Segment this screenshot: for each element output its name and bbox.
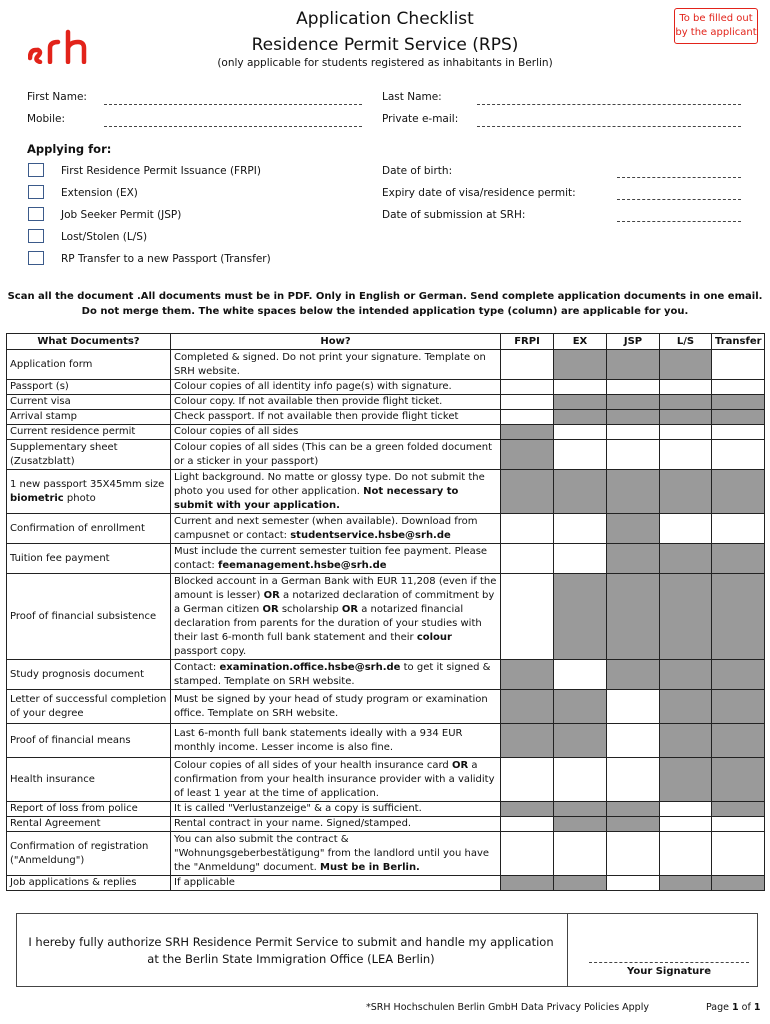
transfer-not-applicable-cell	[712, 395, 765, 410]
ls-applicable-cell[interactable]	[660, 380, 712, 395]
page-current: 1	[732, 1002, 739, 1013]
ls-not-applicable-cell	[660, 470, 712, 514]
signature-field[interactable]	[589, 962, 749, 963]
ex-not-applicable-cell	[554, 410, 607, 425]
table-row	[7, 832, 765, 876]
document-cell	[7, 544, 171, 574]
how-text-part: Must be in Berlin.	[320, 861, 420, 873]
ls-checkbox[interactable]	[28, 229, 44, 243]
document-name: Application form	[10, 358, 93, 370]
jsp-applicable-cell[interactable]	[607, 876, 660, 891]
ex-not-applicable-cell	[554, 470, 607, 514]
how-cell	[171, 724, 501, 758]
how-text-part: OR	[451, 759, 469, 771]
table-row	[7, 817, 765, 832]
how-text-part: scholarship	[278, 603, 342, 615]
frpi-not-applicable-cell	[501, 660, 554, 690]
jsp-applicable-cell[interactable]	[607, 440, 660, 470]
jsp-not-applicable-cell	[607, 395, 660, 410]
col-header-frpi: FRPI	[501, 334, 554, 350]
transfer-not-applicable-cell	[712, 410, 765, 425]
table-row	[7, 425, 765, 440]
how-text-part: colour	[416, 631, 452, 643]
jsp-not-applicable-cell	[607, 574, 660, 660]
frpi-checkbox[interactable]	[28, 163, 44, 177]
how-text: If applicable	[174, 877, 235, 888]
ls-not-applicable-cell	[660, 410, 712, 425]
jsp-not-applicable-cell	[607, 410, 660, 425]
first-name-label: First Name:	[27, 91, 87, 103]
table-row	[7, 380, 765, 395]
table-row	[7, 440, 765, 470]
frpi-applicable-cell[interactable]	[501, 410, 554, 425]
transfer-applicable-cell[interactable]	[712, 440, 765, 470]
authorization-box	[16, 913, 758, 987]
transfer-label: RP Transfer to a new Passport (Transfer)	[61, 253, 271, 265]
jsp-applicable-cell[interactable]	[607, 724, 660, 758]
frpi-applicable-cell[interactable]	[501, 544, 554, 574]
ex-applicable-cell[interactable]	[554, 832, 607, 876]
ex-applicable-cell[interactable]	[554, 660, 607, 690]
document-name: Current visa	[10, 396, 71, 407]
jsp-applicable-cell[interactable]	[607, 690, 660, 724]
jsp-not-applicable-cell	[607, 470, 660, 514]
document-cell	[7, 876, 171, 891]
ex-applicable-cell[interactable]	[554, 758, 607, 802]
table-header-row	[7, 334, 765, 350]
frpi-not-applicable-cell	[501, 690, 554, 724]
ls-applicable-cell[interactable]	[660, 514, 712, 544]
transfer-applicable-cell[interactable]	[712, 350, 765, 380]
ex-label: Extension (EX)	[61, 187, 138, 199]
ex-not-applicable-cell	[554, 802, 607, 817]
applying-for-heading: Applying for:	[27, 142, 112, 156]
dob-label: Date of birth:	[382, 165, 453, 177]
authorization-line-1: I hereby fully authorize SRH Residence Permit Service to submit and handle my application	[28, 935, 554, 949]
frpi-applicable-cell[interactable]	[501, 574, 554, 660]
transfer-not-applicable-cell	[712, 876, 765, 891]
frpi-not-applicable-cell	[501, 470, 554, 514]
document-cell	[7, 380, 171, 395]
transfer-not-applicable-cell	[712, 802, 765, 817]
ls-applicable-cell[interactable]	[660, 832, 712, 876]
document-cell	[7, 514, 171, 544]
submission-date-field[interactable]	[617, 221, 741, 222]
visa-expiry-label: Expiry date of visa/residence permit:	[382, 187, 576, 199]
document-name: Letter of successful completion of your degree	[10, 693, 167, 719]
jsp-not-applicable-cell	[607, 350, 660, 380]
ls-applicable-cell[interactable]	[660, 425, 712, 440]
how-text: Colour copy. If not available then provide flight ticket.	[174, 396, 443, 407]
document-cell	[7, 690, 171, 724]
frpi-applicable-cell[interactable]	[501, 817, 554, 832]
ls-not-applicable-cell	[660, 724, 712, 758]
applicant-fill-box	[674, 8, 758, 44]
page-title: Application Checklist	[296, 9, 474, 29]
jsp-not-applicable-cell	[607, 802, 660, 817]
ls-applicable-cell[interactable]	[660, 817, 712, 832]
table-row	[7, 724, 765, 758]
instructions-line-2: Do not merge them. The white spaces below the intended application type (column) are applicable for you.	[81, 306, 689, 317]
how-text-part: a notarized financial declaration from parents for the duration of your studies with their last 6-month full bank statement and their	[174, 603, 482, 643]
how-cell	[171, 876, 501, 891]
how-text: Last 6-month full bank statements ideally with a 934 EUR monthly income. Lesser income is also fine.	[174, 727, 463, 753]
authorization-text	[17, 934, 565, 968]
col-header-ex: EX	[554, 334, 607, 350]
document-cell	[7, 817, 171, 832]
how-text-part: Light background. No matte or glossy type. Do not submit the photo you used for other application.	[174, 471, 485, 497]
table-row	[7, 350, 765, 380]
document-name: Health insurance	[10, 773, 95, 785]
ls-not-applicable-cell	[660, 544, 712, 574]
frpi-applicable-cell[interactable]	[501, 380, 554, 395]
document-name-part: photo	[63, 492, 96, 504]
col-header-how: How?	[171, 334, 501, 350]
ex-applicable-cell[interactable]	[554, 425, 607, 440]
frpi-applicable-cell[interactable]	[501, 514, 554, 544]
how-cell	[171, 832, 501, 876]
page-mid: of	[738, 1002, 754, 1013]
page-total: 1	[753, 1002, 761, 1013]
document-cell	[7, 425, 171, 440]
document-name: Arrival stamp	[10, 411, 78, 422]
transfer-checkbox[interactable]	[28, 251, 44, 265]
table-row	[7, 876, 765, 891]
ls-not-applicable-cell	[660, 574, 712, 660]
how-cell	[171, 410, 501, 425]
how-text-part: feemanagement.hsbe@srh.de	[217, 559, 387, 571]
how-cell	[171, 758, 501, 802]
mobile-field[interactable]	[104, 126, 362, 127]
how-text-part: OR	[341, 603, 359, 615]
how-cell	[171, 690, 501, 724]
how-text: Colour copies of all sides (This can be a green folded document or a sticker in your passport)	[174, 441, 493, 467]
jsp-checkbox[interactable]	[28, 207, 44, 221]
how-text-part: to get it signed & stamped. Template on SRH website.	[174, 661, 491, 687]
ls-label: Lost/Stolen (L/S)	[61, 231, 148, 243]
ls-not-applicable-cell	[660, 660, 712, 690]
last-name-label: Last Name:	[382, 91, 442, 103]
frpi-not-applicable-cell	[501, 724, 554, 758]
how-cell	[171, 395, 501, 410]
transfer-applicable-cell[interactable]	[712, 817, 765, 832]
box-line-2: by the applicant	[675, 27, 757, 38]
table-row	[7, 514, 765, 544]
ex-not-applicable-cell	[554, 876, 607, 891]
jsp-not-applicable-cell	[607, 544, 660, 574]
document-name-part: biometric	[10, 492, 64, 504]
authorization-line-2: at the Berlin State Immigration Office (LEA Berlin)	[147, 952, 435, 966]
transfer-not-applicable-cell	[712, 544, 765, 574]
transfer-applicable-cell[interactable]	[712, 380, 765, 395]
document-cell	[7, 395, 171, 410]
ex-not-applicable-cell	[554, 574, 607, 660]
frpi-applicable-cell[interactable]	[501, 832, 554, 876]
ls-not-applicable-cell	[660, 876, 712, 891]
transfer-applicable-cell[interactable]	[712, 514, 765, 544]
document-name: Job applications & replies	[10, 877, 137, 888]
jsp-label: Job Seeker Permit (JSP)	[61, 209, 182, 221]
transfer-not-applicable-cell	[712, 758, 765, 802]
document-cell	[7, 724, 171, 758]
document-name: Supplementary sheet (Zusatzblatt)	[10, 441, 118, 467]
ls-not-applicable-cell	[660, 690, 712, 724]
page-pre: Page	[706, 1002, 733, 1013]
how-text-part: Current and next semester (when available). Download from campusnet or contact:	[174, 515, 478, 541]
frpi-not-applicable-cell	[501, 876, 554, 891]
how-cell	[171, 380, 501, 395]
ex-not-applicable-cell	[554, 724, 607, 758]
box-divider	[567, 914, 568, 986]
document-cell	[7, 440, 171, 470]
table-row	[7, 660, 765, 690]
how-text-part: Not necessary to submit with your application.	[174, 485, 459, 511]
transfer-applicable-cell[interactable]	[712, 832, 765, 876]
how-text: It is called "Verlustanzeige" & a copy is sufficient.	[174, 803, 422, 814]
how-cell	[171, 817, 501, 832]
document-cell	[7, 660, 171, 690]
ls-applicable-cell[interactable]	[660, 802, 712, 817]
how-cell	[171, 440, 501, 470]
table-row	[7, 574, 765, 660]
transfer-applicable-cell[interactable]	[712, 425, 765, 440]
table-row	[7, 544, 765, 574]
box-line-1: To be filled out	[679, 13, 753, 24]
jsp-applicable-cell[interactable]	[607, 758, 660, 802]
document-cell	[7, 470, 171, 514]
ex-applicable-cell[interactable]	[554, 440, 607, 470]
table-row	[7, 690, 765, 724]
document-cell	[7, 802, 171, 817]
transfer-not-applicable-cell	[712, 660, 765, 690]
how-cell	[171, 544, 501, 574]
last-name-field[interactable]	[477, 104, 741, 105]
table-row	[7, 410, 765, 425]
document-name: Report of loss from police	[10, 803, 138, 814]
how-text: Must be signed by your head of study program or examination office. Template on SRH website.	[174, 693, 488, 719]
ex-applicable-cell[interactable]	[554, 544, 607, 574]
ex-not-applicable-cell	[554, 395, 607, 410]
checklist-table	[6, 333, 765, 891]
jsp-applicable-cell[interactable]	[607, 425, 660, 440]
how-text-part: You can also submit the contract & "Wohnungsgeberbestätigung" from the landlord until you have the "Anmeldung" document.	[174, 833, 490, 873]
visa-expiry-field[interactable]	[617, 199, 741, 200]
document-cell	[7, 574, 171, 660]
ls-not-applicable-cell	[660, 395, 712, 410]
document-name: Rental Agreement	[10, 818, 101, 829]
how-text-part: examination.office.hsbe@srh.de	[219, 661, 401, 673]
transfer-not-applicable-cell	[712, 470, 765, 514]
table-row	[7, 802, 765, 817]
how-text-part: studentservice.hsbe@srh.de	[290, 529, 451, 541]
ex-checkbox[interactable]	[28, 185, 44, 199]
frpi-applicable-cell[interactable]	[501, 758, 554, 802]
privacy-note: *SRH Hochschulen Berlin GmbH Data Privacy Policies Apply	[366, 1002, 649, 1013]
document-name-part: 1 new passport 35X45mm size	[10, 478, 165, 490]
first-name-field[interactable]	[104, 104, 362, 105]
col-header-documents: What Documents?	[7, 334, 171, 350]
jsp-not-applicable-cell	[607, 817, 660, 832]
document-cell	[7, 410, 171, 425]
how-text: Check passport. If not available then provide flight ticket	[174, 411, 459, 422]
how-cell	[171, 514, 501, 544]
transfer-not-applicable-cell	[712, 574, 765, 660]
document-name: Confirmation of enrollment	[10, 522, 145, 534]
transfer-not-applicable-cell	[712, 690, 765, 724]
ls-not-applicable-cell	[660, 758, 712, 802]
frpi-not-applicable-cell	[501, 425, 554, 440]
table-row	[7, 758, 765, 802]
applicability-note: (only applicable for students registered as inhabitants in Berlin)	[217, 57, 553, 69]
how-text: Rental contract in your name. Signed/stamped.	[174, 818, 412, 829]
document-name: Proof of financial subsistence	[10, 610, 157, 622]
ls-not-applicable-cell	[660, 350, 712, 380]
how-cell	[171, 425, 501, 440]
mobile-label: Mobile:	[27, 113, 65, 125]
frpi-label: First Residence Permit Issuance (FRPI)	[61, 165, 261, 177]
table-row	[7, 470, 765, 514]
frpi-not-applicable-cell	[501, 802, 554, 817]
how-text-part: OR	[263, 589, 280, 601]
document-name: Confirmation of registration ("Anmeldung")	[10, 840, 149, 866]
jsp-not-applicable-cell	[607, 660, 660, 690]
how-text-part: Must include the current semester tuition fee payment. Please contact:	[174, 545, 488, 571]
how-text: Colour copies of all sides	[174, 426, 299, 437]
frpi-not-applicable-cell	[501, 440, 554, 470]
ex-applicable-cell[interactable]	[554, 380, 607, 395]
col-header-ls: L/S	[660, 334, 712, 350]
page-number	[706, 1002, 760, 1013]
ex-not-applicable-cell	[554, 690, 607, 724]
jsp-applicable-cell[interactable]	[607, 832, 660, 876]
col-header-jsp: JSP	[607, 334, 660, 350]
how-text-part: Blocked account in a German Bank with EUR 11,208 (even if the amount is lesser)	[174, 575, 497, 601]
email-field[interactable]	[477, 126, 741, 127]
document-cell	[7, 350, 171, 380]
ex-applicable-cell[interactable]	[554, 514, 607, 544]
signature-label: Your Signature	[627, 966, 711, 977]
how-cell	[171, 470, 501, 514]
jsp-not-applicable-cell	[607, 514, 660, 544]
document-name: Tuition fee payment	[10, 552, 110, 564]
how-text-part: Colour copies of all sides of your health insurance card	[174, 759, 452, 771]
table-row	[7, 395, 765, 410]
page-subtitle: Residence Permit Service (RPS)	[251, 35, 519, 55]
document-name: Proof of financial means	[10, 734, 131, 746]
document-name: Current residence permit	[10, 426, 136, 437]
instructions-line-1: Scan all the document .All documents must be in PDF. Only in English or German. Send complete application documents in one email.	[7, 291, 763, 302]
how-cell	[171, 802, 501, 817]
col-header-transfer: Transfer	[712, 334, 765, 350]
document-cell	[7, 758, 171, 802]
jsp-applicable-cell[interactable]	[607, 380, 660, 395]
ex-not-applicable-cell	[554, 817, 607, 832]
frpi-applicable-cell[interactable]	[501, 395, 554, 410]
how-cell	[171, 350, 501, 380]
how-cell	[171, 660, 501, 690]
how-text: Completed & signed. Do not print your signature. Template on SRH website.	[174, 351, 486, 377]
ls-applicable-cell[interactable]	[660, 440, 712, 470]
how-text-part: a confirmation from your health insurance provider with a validity of least 1 year at the time of application.	[174, 759, 495, 799]
how-text-part: OR	[262, 603, 279, 615]
email-label: Private e-mail:	[382, 113, 459, 125]
document-cell	[7, 832, 171, 876]
document-name: Passport (s)	[10, 381, 69, 392]
how-cell	[171, 574, 501, 660]
submission-date-label: Date of submission at SRH:	[382, 209, 526, 221]
how-text-part: passport copy.	[174, 645, 247, 657]
dob-field[interactable]	[617, 177, 741, 178]
how-text: Colour copies of all identity info page(s) with signature.	[174, 381, 452, 392]
how-text-part: a notarized declaration of commitment by a German citizen	[174, 589, 495, 615]
how-text-part: Contact:	[174, 661, 220, 673]
transfer-not-applicable-cell	[712, 724, 765, 758]
ex-not-applicable-cell	[554, 350, 607, 380]
frpi-applicable-cell[interactable]	[501, 350, 554, 380]
document-name: Study prognosis document	[10, 668, 145, 680]
